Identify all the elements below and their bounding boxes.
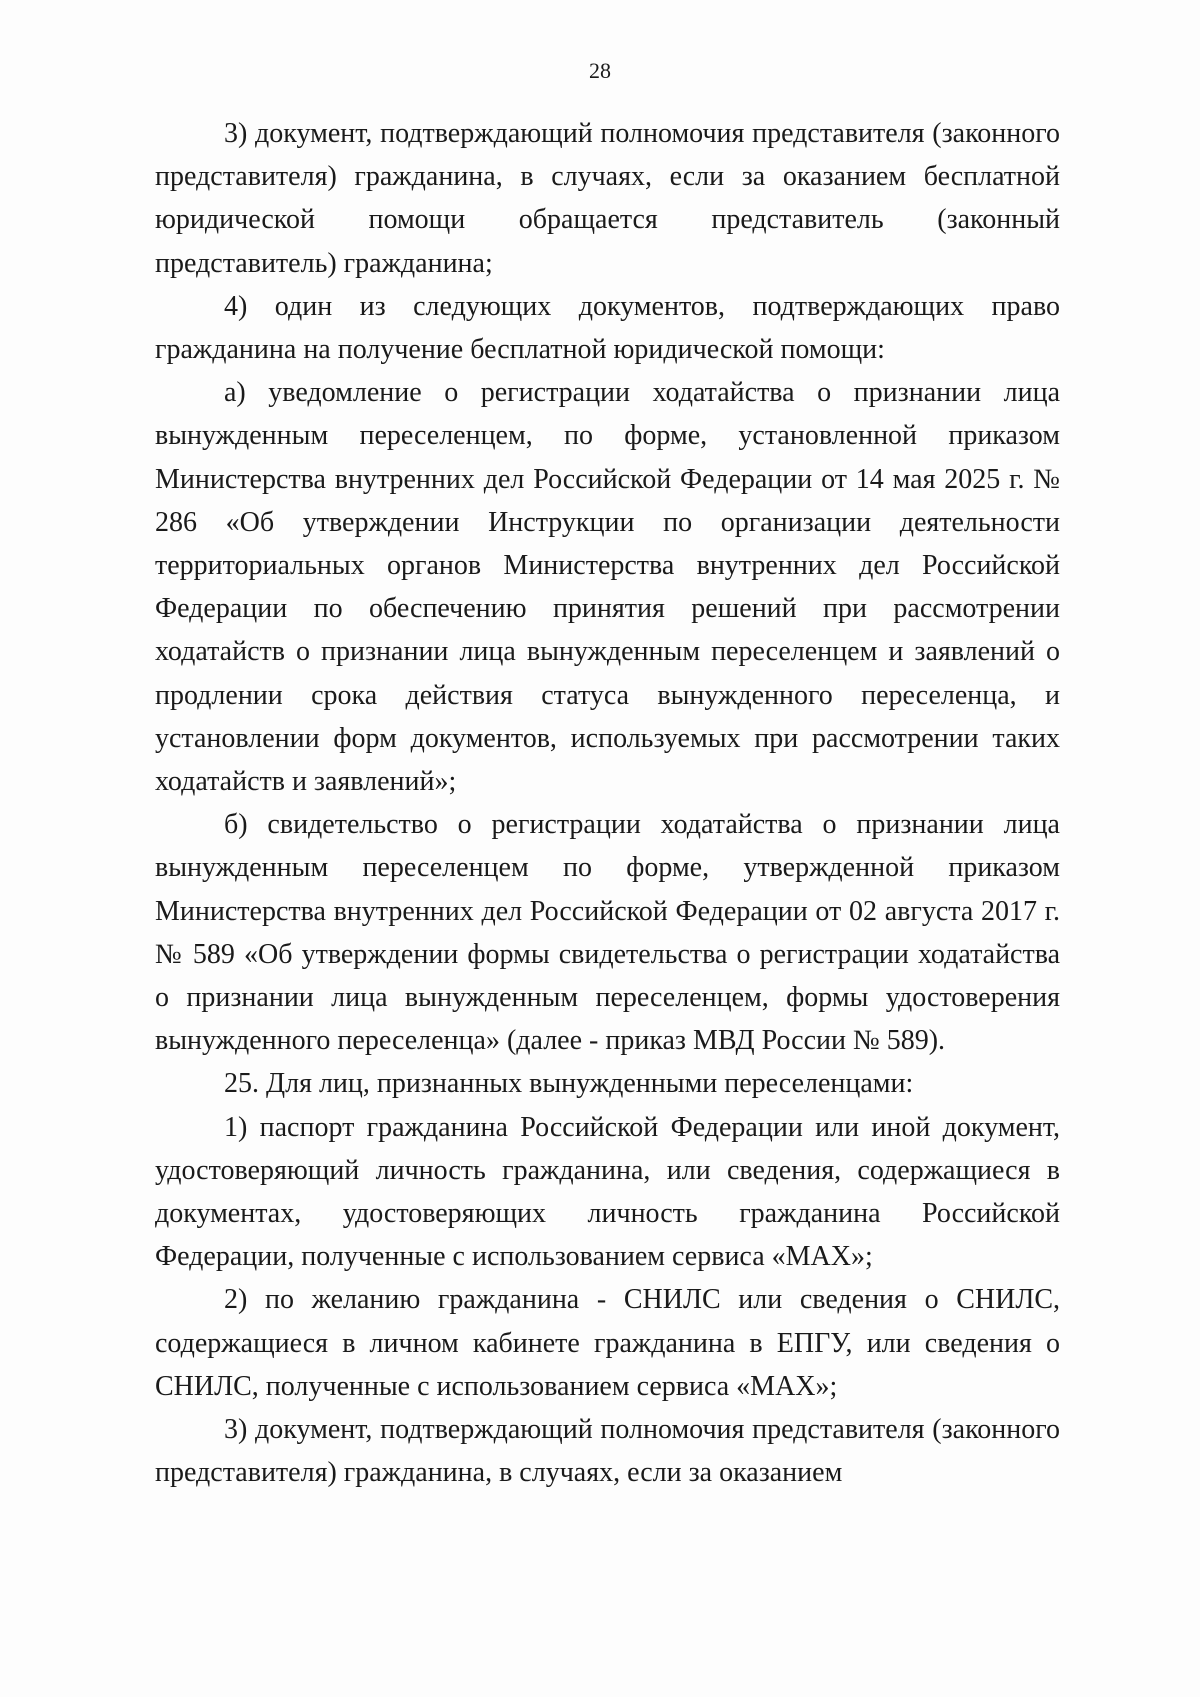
paragraph-subitem-b-certificate: б) свидетельство о регистрации ходатайства о признании лица вынужденным переселенцем по форме, утвержденной приказом Министерства внутренних дел Российской Федерации от 02 августа 2017 г. № 589 «Об утверждении формы свидетельства о регистрации ходатайства о признании лица вынужденным переселенцем, формы удостоверения вынужденного переселенца» (далее - приказ МВД России № 589). (155, 809, 1060, 1057)
paragraph-item-3-representative-continued: 3) документ, подтверждающий полномочия представителя (законного представителя) гражданина, в случаях, если за оказанием (155, 1414, 1060, 1489)
paragraph-subitem-a-notification: а) уведомление о регистрации ходатайства о признании лица вынужденным переселенцем, по форме, установленной приказом Министерства внутренних дел Российской Федерации от 14 мая 2025 г. № 286 «Об утверждении Инструкции по организации деятельности территориальных органов Министерства внутренних дел Российской Федерации по обеспечению принятия решений при рассмотрении ходатайств о признании лица вынужденным переселенцем и заявлений о продлении срока действия статуса вынужденного переселенца, и установлении форм документов, используемых при рассмотрении таких ходатайств и заявлений»; (155, 377, 1060, 798)
paragraph-item-1-passport: 1) паспорт гражданина Российской Федерации или иной документ, удостоверяющий личность гражданина, или сведения, содержащиеся в документах, удостоверяющих личность гражданина Российской Федерации, полученные с использованием сервиса «MAX»; (155, 1111, 1060, 1273)
paragraph-section-25-heading: 25. Для лиц, признанных вынужденными переселенцами: (224, 1068, 914, 1100)
paragraph-item-3-representative-document: 3) документ, подтверждающий полномочия представителя (законного представителя) гражданина, в случаях, если за оказанием бесплатной юридической помощи обращается представитель (законный представитель) гражданина; (155, 118, 1060, 279)
document-body (155, 112, 1060, 1495)
page-number: 28 (589, 58, 611, 83)
paragraph-item-2-snils: 2) по желанию гражданина - СНИЛС или сведения о СНИЛС, содержащиеся в личном кабинете гражданина в ЕПГУ, или сведения о СНИЛС, полученные с использованием сервиса «MAX»; (155, 1284, 1060, 1402)
paragraph-item-4-eligibility-documents: 4) один из следующих документов, подтверждающих право гражданина на получение бесплатной юридической помощи: (155, 290, 1060, 366)
